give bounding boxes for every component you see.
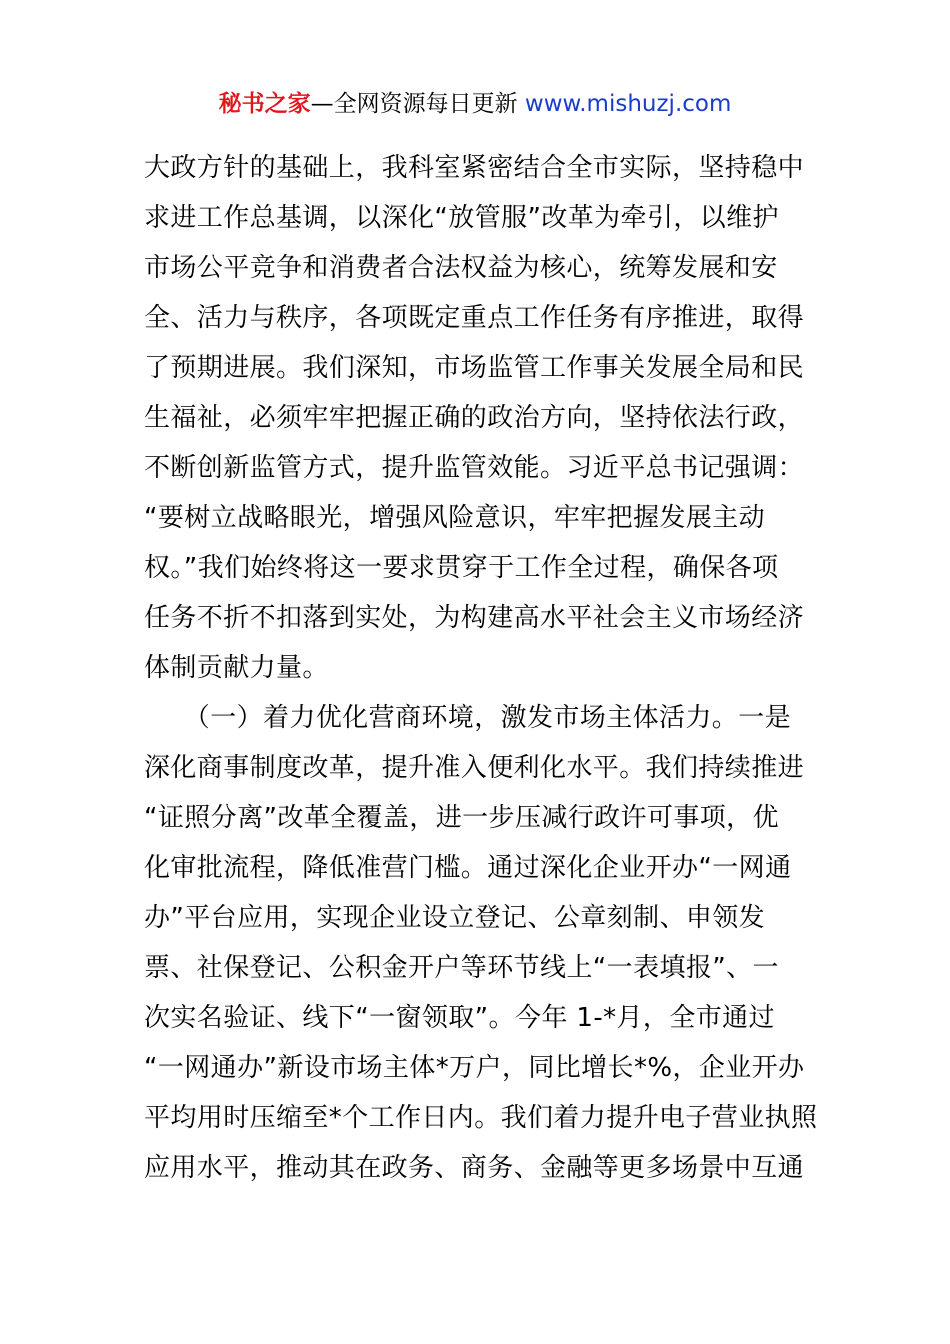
- text-line: 全、活力与秩序，各项既定重点工作任务有序推进，取得: [144, 303, 805, 333]
- text-line: 深化商事制度改革，提升准入便利化水平。我们持续推进: [144, 753, 805, 783]
- text-line: 应用水平，推动其在政务、商务、金融等更多场景中互通: [144, 1153, 805, 1183]
- text-line: “要树立战略眼光，增强风险意识，牢牢把握发展主动: [144, 503, 766, 533]
- site-header: [0, 86, 950, 122]
- text-line: 办”平台应用，实现企业设立登记、公章刻制、申领发: [144, 903, 766, 933]
- text-line: 平均用时压缩至*个工作日内。我们着力提升电子营业执照: [144, 1103, 818, 1133]
- text-line: 了预期进展。我们深知，市场监管工作事关发展全局和民: [144, 353, 805, 383]
- text-line: 大政方针的基础上，我科室紧密结合全市实际，坚持稳中: [144, 153, 805, 183]
- text-line: 不断创新监管方式，提升监管效能。习近平总书记强调：: [144, 453, 805, 483]
- site-url[interactable]: www.mishuzj.com: [524, 91, 732, 117]
- text-line: 求进工作总基调，以深化“放管服”改革为牵引，以维护: [144, 203, 779, 233]
- text-line: 体制贡献力量。: [144, 653, 329, 683]
- text-line: 化审批流程，降低准营门槛。通过深化企业开办“一网通: [144, 853, 792, 883]
- text-line: 任务不折不扣落到实处，为构建高水平社会主义市场经济: [144, 603, 805, 633]
- section-heading-line: （一）着力优化营商环境，激发市场主体活力。一是: [144, 703, 792, 733]
- text-line: 票、社保登记、公积金开户等环节线上“一表填报”、一: [144, 953, 779, 983]
- header-dash: —: [310, 91, 334, 117]
- text-line: “证照分离”改革全覆盖，进一步压减行政许可事项，优: [144, 803, 779, 833]
- text-line: 市场公平竞争和消费者合法权益为核心，统筹发展和安: [144, 253, 778, 283]
- document-body: [144, 146, 818, 1196]
- text-line: “一网通办”新设市场主体*万户，同比增长*%，企业开办: [144, 1053, 805, 1083]
- text-line: 生福祉，必须牢牢把握正确的政治方向，坚持依法行政，: [144, 403, 805, 433]
- brand-name: 秘书之家: [218, 91, 311, 117]
- header-tagline: 全网资源每日更新: [333, 91, 525, 117]
- text-line: 权。”我们始终将这一要求贯穿于工作全过程，确保各项: [144, 553, 779, 583]
- text-line: 次实名验证、线下“一窗领取”。今年 1-*月，全市通过: [144, 1003, 775, 1033]
